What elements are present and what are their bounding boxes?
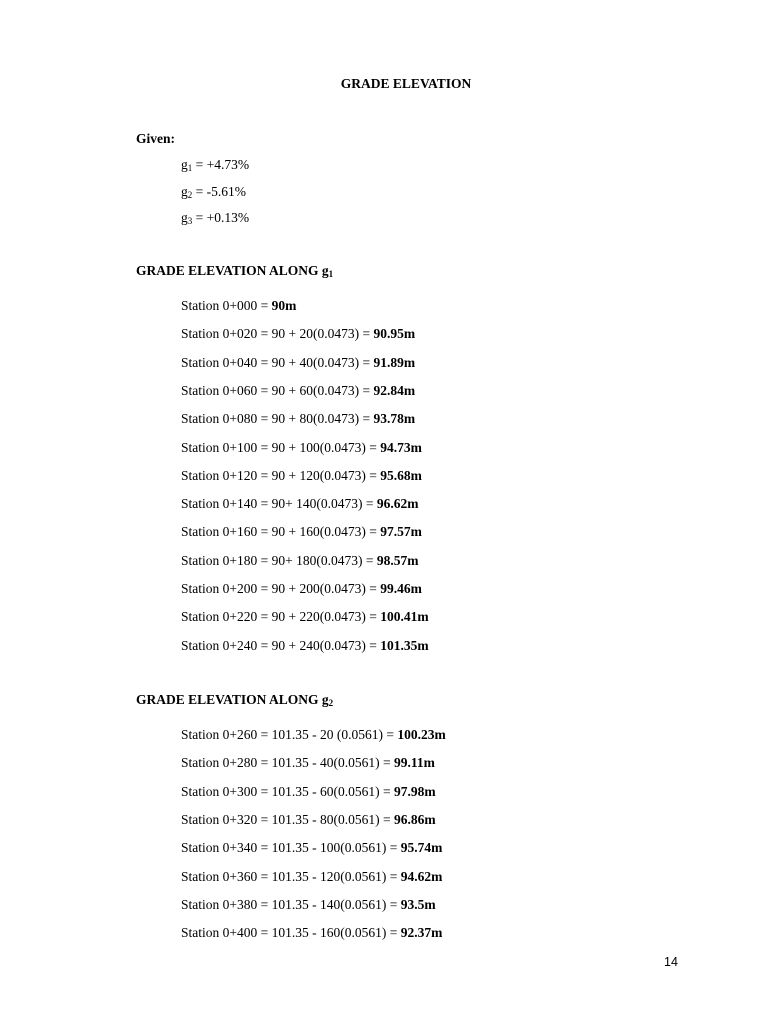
section-heading-subscript: 1 <box>328 269 334 279</box>
page-number: 14 <box>664 955 678 969</box>
section-heading-subscript: 2 <box>328 698 334 708</box>
station-expression: Station 0+340 = 101.35 - 100(0.0561) = <box>181 840 401 856</box>
given-grade-2 <box>181 184 246 200</box>
station-elevation: 93.78m <box>373 411 416 427</box>
station-expression: Station 0+260 = 101.35 - 20 (0.0561) = <box>181 727 398 742</box>
station-elevation: 97.57m <box>380 524 422 540</box>
station-line <box>181 897 436 913</box>
station-expression: Station 0+040 = 90 + 40(0.0473) = <box>181 354 374 370</box>
station-expression: Station 0+020 = 90 + 20(0.0473) = <box>181 326 374 342</box>
page-title: GRADE ELEVATION <box>340 76 472 91</box>
station-line <box>181 411 415 427</box>
grade-var: g <box>181 184 188 199</box>
station-elevation: 90m <box>271 298 297 313</box>
station-line <box>181 784 436 800</box>
station-line <box>181 553 418 569</box>
station-elevation: 92.84m <box>373 382 416 398</box>
station-elevation: 92.37m <box>400 925 443 941</box>
station-line <box>181 355 415 371</box>
station-expression: Station 0+280 = 101.35 - 40(0.0561) = <box>181 755 394 771</box>
station-expression: Station 0+160 = 90 + 160(0.0473) = <box>181 524 381 540</box>
station-elevation: 101.35m <box>380 637 429 653</box>
station-elevation: 98.57m <box>376 552 419 568</box>
station-line <box>181 755 435 771</box>
grade-subscript: 3 <box>187 216 193 226</box>
station-expression: Station 0+060 = 90 + 60(0.0473) = <box>181 382 374 398</box>
station-expression: Station 0+140 = 90+ 140(0.0473) = <box>181 496 377 512</box>
section-heading-text: GRADE ELEVATION ALONG g <box>136 692 329 707</box>
station-elevation: 100.41m <box>380 609 429 625</box>
station-elevation: 99.46m <box>380 581 422 596</box>
grade-var: g <box>181 157 188 172</box>
station-expression: Station 0+100 = 90 + 100(0.0473) = <box>181 439 381 455</box>
grade-value: = -5.61% <box>192 184 246 199</box>
grade-value: = +4.73% <box>192 157 250 172</box>
given-grade-3 <box>181 210 249 226</box>
station-expression: Station 0+400 = 101.35 - 160(0.0561) = <box>181 925 401 941</box>
station-line <box>181 383 415 399</box>
station-elevation: 94.73m <box>380 439 422 455</box>
grade-var: g <box>181 210 188 225</box>
station-line <box>181 581 422 597</box>
station-elevation: 91.89m <box>373 354 416 370</box>
station-line <box>181 925 442 941</box>
grade-subscript: 1 <box>187 163 193 173</box>
station-line <box>181 869 442 885</box>
station-expression: Station 0+080 = 90 + 80(0.0473) = <box>181 411 374 427</box>
section-heading-text: GRADE ELEVATION ALONG g <box>136 263 329 278</box>
station-line <box>181 727 446 743</box>
station-elevation: 94.62m <box>400 868 443 884</box>
station-elevation: 97.98m <box>393 783 436 799</box>
station-line <box>181 468 422 484</box>
station-expression: Station 0+220 = 90 + 220(0.0473) = <box>181 609 381 625</box>
station-expression: Station 0+120 = 90 + 120(0.0473) = <box>181 467 381 483</box>
station-elevation: 95.68m <box>380 467 422 483</box>
station-expression: Station 0+200 = 90 + 200(0.0473) = <box>181 581 381 596</box>
grade-value: = +0.13% <box>192 210 250 225</box>
station-elevation: 93.5m <box>400 896 436 912</box>
station-expression: Station 0+000 = <box>181 298 272 313</box>
station-expression: Station 0+380 = 101.35 - 140(0.0561) = <box>181 896 401 912</box>
station-line <box>181 812 436 828</box>
station-elevation: 96.86m <box>393 811 436 827</box>
station-line <box>181 496 418 512</box>
station-line <box>181 440 422 456</box>
station-expression: Station 0+320 = 101.35 - 80(0.0561) = <box>181 811 394 827</box>
station-elevation: 100.23m <box>397 727 446 742</box>
station-elevation: 99.11m <box>393 755 435 771</box>
given-grade-1 <box>181 157 249 173</box>
station-expression: Station 0+360 = 101.35 - 120(0.0561) = <box>181 868 401 884</box>
station-line <box>181 524 422 540</box>
station-line <box>181 609 429 625</box>
section-heading-g2 <box>136 692 333 708</box>
station-line <box>181 638 429 654</box>
station-expression: Station 0+180 = 90+ 180(0.0473) = <box>181 552 377 568</box>
given-label: Given: <box>136 131 175 146</box>
station-line <box>181 298 296 314</box>
station-expression: Station 0+300 = 101.35 - 60(0.0561) = <box>181 783 394 799</box>
section-heading-g1 <box>136 263 333 279</box>
station-line <box>181 840 442 856</box>
grade-subscript: 2 <box>187 190 193 200</box>
station-expression: Station 0+240 = 90 + 240(0.0473) = <box>181 637 381 653</box>
station-elevation: 95.74m <box>400 840 443 856</box>
station-elevation: 96.62m <box>376 496 419 512</box>
station-elevation: 90.95m <box>373 326 416 342</box>
station-line <box>181 326 415 342</box>
